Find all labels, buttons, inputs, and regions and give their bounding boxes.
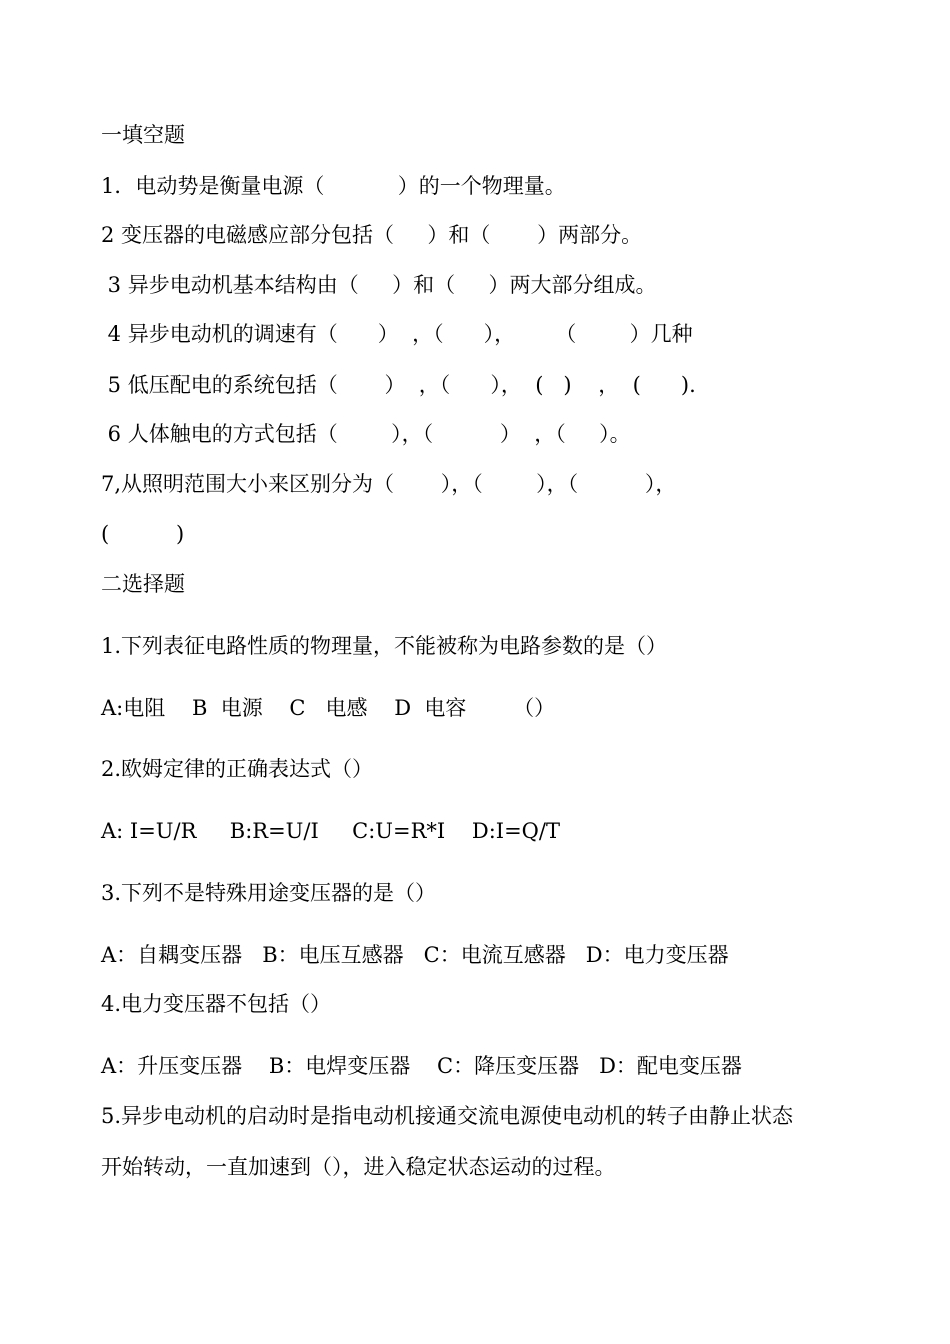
fill-blank-question-7-continued: ( )	[101, 522, 185, 546]
choice-question-4: 4.电力变压器不包括（）	[101, 992, 332, 1016]
fill-blank-question-4: 4 异步电动机的调速有（ ） ，（ ）， （ ）几种	[101, 322, 693, 346]
choice-question-5-line-2: 开始转动，一直加速到（），进入稳定状态运动的过程。	[101, 1155, 616, 1179]
choice-question-1: 1.下列表征电路性质的物理量，不能被称为电路参数的是（）	[101, 634, 668, 658]
choice-question-2: 2.欧姆定律的正确表达式（）	[101, 757, 374, 781]
fill-blank-question-6: 6 人体触电的方式包括（ ），（ ） ，（ ）。	[101, 422, 631, 446]
section-heading-multiple-choice: 二选择题	[101, 572, 185, 596]
choice-question-5-line-1: 5.异步电动机的启动时是指电动机接通交流电源使电动机的转子由静止状态	[101, 1104, 794, 1128]
fill-blank-question-7: 7,从照明范围大小来区别分为（ ），（ ），（ ），	[101, 472, 677, 496]
choice-question-3: 3.下列不是特殊用途变压器的是（）	[101, 881, 437, 905]
fill-blank-question-5: 5 低压配电的系统包括（ ） ，（ ）， ( ) ， ( ).	[101, 373, 696, 397]
fill-blank-question-3: 3 异步电动机基本结构由（ ）和（ ）两大部分组成。	[101, 273, 657, 297]
choice-question-2-options: A: I=U/R B:R=U/I C:U=R*I D:I=Q/T	[101, 819, 560, 843]
choice-question-4-options: A：升压变压器 B：电焊变压器 C：降压变压器 D：配电变压器	[101, 1054, 742, 1078]
fill-blank-question-2: 2 变压器的电磁感应部分包括（ ）和（ ）两部分。	[101, 223, 643, 247]
choice-question-1-options: A:电阻 B 电源 C 电感 D 电容 （）	[101, 696, 556, 720]
fill-blank-question-1: 1．电动势是衡量电源（ ）的一个物理量。	[101, 174, 566, 198]
section-heading-fill-blank: 一填空题	[101, 123, 185, 147]
choice-question-3-options: A：自耦变压器 B：电压互感器 C：电流互感器 D：电力变压器	[101, 943, 729, 967]
